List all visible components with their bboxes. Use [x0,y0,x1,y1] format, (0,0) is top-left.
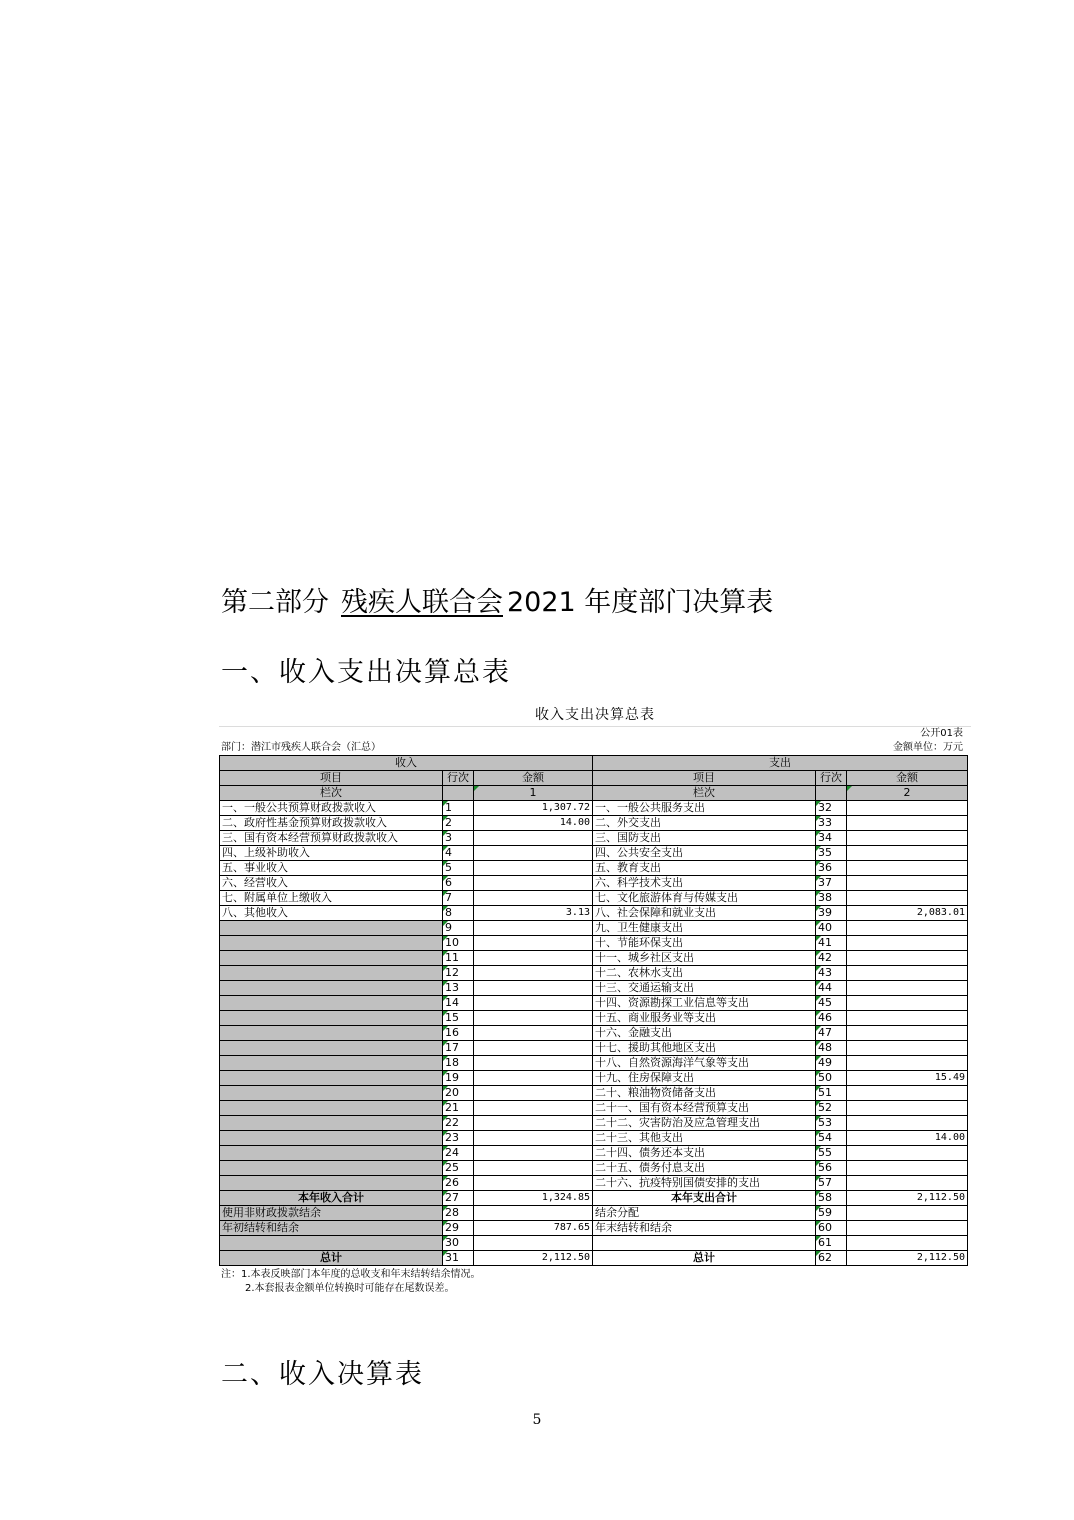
note-2: 2.本套报表金额单位转换时可能存在尾数误差。 [245,1283,455,1294]
table-row [220,921,968,936]
expense-item: 十一、城乡社区支出 [593,951,816,966]
expense-amount [847,966,968,981]
section-title-1: 一、收入支出决算总表 [221,657,511,688]
expense-row-number: 49 [816,1056,847,1071]
expense-row-number: 45 [816,996,847,1011]
table-row [220,1026,968,1041]
income-row-number: 12 [443,966,474,981]
expense-amount [847,1116,968,1131]
expense-item: 二十一、国有资本经营预算支出 [593,1101,816,1116]
income-amount [474,1176,593,1191]
expense-amount [847,831,968,846]
table-row [220,846,968,861]
income-item [220,1026,443,1041]
income-index-number: 1 [474,786,593,801]
income-item: 二、政府性基金预算财政拨款收入 [220,816,443,831]
expense-row-number: 50 [816,1071,847,1086]
expense-row-number: 62 [816,1251,847,1266]
meta-row-dept [219,741,971,755]
expense-row-number: 44 [816,981,847,996]
table-row [220,1056,968,1071]
expense-amount [847,1176,968,1191]
income-item: 三、国有资本经营预算财政拨款收入 [220,831,443,846]
income-item [220,981,443,996]
expense-row-number: 53 [816,1116,847,1131]
income-row-number: 29 [443,1221,474,1236]
income-amount [474,1026,593,1041]
income-amount [474,846,593,861]
income-item [220,1086,443,1101]
expense-row-number: 35 [816,846,847,861]
expense-amount [847,1101,968,1116]
expense-amount [847,1056,968,1071]
expense-row-number: 40 [816,921,847,936]
expense-amount [847,846,968,861]
header-row-index [220,786,968,801]
expense-row-number: 43 [816,966,847,981]
expense-item: 六、科学技术支出 [593,876,816,891]
expense-item [593,1236,816,1251]
income-item: 使用非财政拨款结余 [220,1206,443,1221]
income-amount: 14.00 [474,816,593,831]
expense-row-number: 51 [816,1086,847,1101]
income-item [220,921,443,936]
table-row [220,996,968,1011]
expense-row-number: 37 [816,876,847,891]
expense-amount [847,891,968,906]
unit-label: 金额单位：万元 [893,742,963,753]
table-row [220,831,968,846]
expense-amount [847,996,968,1011]
income-item [220,1161,443,1176]
page-number: 5 [532,1412,542,1428]
expense-item: 十八、自然资源海洋气象等支出 [593,1056,816,1071]
income-row-number: 8 [443,906,474,921]
income-item: 一、一般公共预算财政拨款收入 [220,801,443,816]
income-item [220,1041,443,1056]
income-amount: 3.13 [474,906,593,921]
expense-row-number: 61 [816,1236,847,1251]
expense-row-number: 32 [816,801,847,816]
table-row [220,1116,968,1131]
expense-row-number: 41 [816,936,847,951]
expense-amount: 2,112.50 [847,1251,968,1266]
income-item [220,1056,443,1071]
income-item [220,1131,443,1146]
income-item [220,1116,443,1131]
income-item: 本年收入合计 [220,1191,443,1206]
table-row [220,801,968,816]
income-amount: 1,307.72 [474,801,593,816]
table-row [220,876,968,891]
income-row-number: 18 [443,1056,474,1071]
expense-amount [847,876,968,891]
income-row-number: 5 [443,861,474,876]
expense-item: 十七、援助其他地区支出 [593,1041,816,1056]
income-item [220,1011,443,1026]
income-amount [474,1161,593,1176]
expense-amount [847,936,968,951]
expense-item: 三、国防支出 [593,831,816,846]
income-row-number: 20 [443,1086,474,1101]
income-row-number: 15 [443,1011,474,1026]
expense-item: 二十五、债务付息支出 [593,1161,816,1176]
table-row [220,1011,968,1026]
expense-amount [847,816,968,831]
income-row-number: 28 [443,1206,474,1221]
expense-row-number: 56 [816,1161,847,1176]
income-item: 八、其他收入 [220,906,443,921]
table-row [220,816,968,831]
income-amount [474,981,593,996]
expense-amount [847,1206,968,1221]
income-row-header: 行次 [443,771,474,786]
expense-item: 二十三、其他支出 [593,1131,816,1146]
income-row-number: 1 [443,801,474,816]
expense-item: 九、卫生健康支出 [593,921,816,936]
income-item [220,936,443,951]
grand-total-row [220,1251,968,1266]
income-item [220,951,443,966]
note-1: 注：1.本表反映部门本年度的总收支和年末结转结余情况。 [221,1269,481,1280]
expense-item-header: 项目 [593,771,816,786]
income-item: 七、附属单位上缴收入 [220,891,443,906]
expense-row-number: 34 [816,831,847,846]
expense-row-number: 57 [816,1176,847,1191]
income-item: 年初结转和结余 [220,1221,443,1236]
expense-amount [847,951,968,966]
income-item: 五、事业收入 [220,861,443,876]
income-item [220,1176,443,1191]
income-amount: 2,112.50 [474,1251,593,1266]
income-row-number: 4 [443,846,474,861]
income-index-blank [443,786,474,801]
expense-item: 七、文化旅游体育与传媒支出 [593,891,816,906]
expense-item: 十四、资源勘探工业信息等支出 [593,996,816,1011]
expense-row-number: 39 [816,906,847,921]
expense-item: 四、公共安全支出 [593,846,816,861]
expense-row-number: 60 [816,1221,847,1236]
income-amount [474,966,593,981]
expense-amount [847,1146,968,1161]
expense-item: 年末结转和结余 [593,1221,816,1236]
expense-item: 二、外交支出 [593,816,816,831]
expense-item: 十、节能环保支出 [593,936,816,951]
income-amount [474,876,593,891]
income-row-number: 13 [443,981,474,996]
expense-index-number: 2 [847,786,968,801]
income-amount [474,996,593,1011]
expense-header: 支出 [593,756,968,771]
expense-item: 十三、交通运输支出 [593,981,816,996]
table-row [220,936,968,951]
expense-item: 本年支出合计 [593,1191,816,1206]
income-row-number: 10 [443,936,474,951]
total-row [220,1191,968,1206]
income-item: 六、经营收入 [220,876,443,891]
income-row-number: 16 [443,1026,474,1041]
table-row [220,891,968,906]
income-amount: 1,324.85 [474,1191,593,1206]
income-row-number: 27 [443,1191,474,1206]
expense-item: 十二、农林水支出 [593,966,816,981]
expense-amount [847,1221,968,1236]
income-amount [474,1071,593,1086]
expense-row-number: 38 [816,891,847,906]
expense-amount: 2,112.50 [847,1191,968,1206]
income-item [220,966,443,981]
income-row-number: 21 [443,1101,474,1116]
expense-item: 一、一般公共服务支出 [593,801,816,816]
income-row-number: 9 [443,921,474,936]
expense-item: 二十四、债务还本支出 [593,1146,816,1161]
income-amount-header: 金额 [474,771,593,786]
income-row-number: 14 [443,996,474,1011]
total-row [220,1221,968,1236]
expense-amount: 15.49 [847,1071,968,1086]
income-amount [474,1101,593,1116]
income-item: 四、上级补助收入 [220,846,443,861]
income-row-number: 19 [443,1071,474,1086]
form-number: 公开01表 [920,728,963,739]
expense-item: 五、教育支出 [593,861,816,876]
part-heading-department: 残疾人联合会 [341,587,503,618]
income-amount [474,1131,593,1146]
expense-item: 十五、商业服务业等支出 [593,1011,816,1026]
income-item [220,1236,443,1251]
table-row [220,906,968,921]
table-row [220,1101,968,1116]
income-row-number: 22 [443,1116,474,1131]
expense-amount [847,801,968,816]
expense-amount [847,921,968,936]
table-row [220,1071,968,1086]
income-header: 收入 [220,756,593,771]
expense-amount-header: 金额 [847,771,968,786]
expense-item: 结余分配 [593,1206,816,1221]
total-row [220,1236,968,1251]
expense-amount [847,1161,968,1176]
expense-item: 二十六、抗疫特别国债安排的支出 [593,1176,816,1191]
expense-amount: 2,083.01 [847,906,968,921]
income-row-number: 31 [443,1251,474,1266]
table-row [220,1131,968,1146]
expense-row-number: 33 [816,816,847,831]
income-item: 总计 [220,1251,443,1266]
income-amount [474,1146,593,1161]
income-amount [474,1056,593,1071]
income-amount [474,951,593,966]
expense-amount [847,1026,968,1041]
income-row-number: 24 [443,1146,474,1161]
income-row-number: 7 [443,891,474,906]
expense-index-label: 栏次 [593,786,816,801]
table-row [220,966,968,981]
expense-row-number: 58 [816,1191,847,1206]
income-row-number: 17 [443,1041,474,1056]
income-amount [474,1086,593,1101]
summary-sheet [219,704,971,1296]
income-item-header: 项目 [220,771,443,786]
income-amount [474,1041,593,1056]
table-row [220,861,968,876]
notes [219,1268,971,1296]
sheet-title: 收入支出决算总表 [219,704,971,727]
section-title-2: 二、收入决算表 [221,1359,424,1390]
expense-row-number: 36 [816,861,847,876]
expense-row-number: 55 [816,1146,847,1161]
expense-amount [847,1236,968,1251]
income-amount: 787.65 [474,1221,593,1236]
part-heading-suffix: 2021 年度部门决算表 [507,587,774,618]
table-row [220,1086,968,1101]
income-row-number: 26 [443,1176,474,1191]
expense-amount [847,1086,968,1101]
expense-item: 总计 [593,1251,816,1266]
income-row-number: 30 [443,1236,474,1251]
expense-row-number: 42 [816,951,847,966]
table-row [220,1176,968,1191]
income-row-number: 11 [443,951,474,966]
department-label: 部门：潜江市残疾人联合会（汇总） [221,742,381,753]
income-amount [474,936,593,951]
meta-row-form [219,727,971,741]
income-amount [474,921,593,936]
income-amount [474,1011,593,1026]
expense-item: 十九、住房保障支出 [593,1071,816,1086]
income-row-number: 25 [443,1161,474,1176]
expense-row-number: 46 [816,1011,847,1026]
expense-item: 八、社会保障和就业支出 [593,906,816,921]
income-item [220,1071,443,1086]
expense-row-number: 54 [816,1131,847,1146]
header-row-columns [220,771,968,786]
income-item [220,1101,443,1116]
income-amount [474,831,593,846]
income-row-number: 6 [443,876,474,891]
expense-amount [847,1011,968,1026]
income-amount [474,861,593,876]
expense-amount [847,861,968,876]
income-row-number: 2 [443,816,474,831]
expense-amount [847,1041,968,1056]
expense-amount: 14.00 [847,1131,968,1146]
expense-amount [847,981,968,996]
table-row [220,1161,968,1176]
expense-index-blank [816,786,847,801]
expense-item: 二十、粮油物资储备支出 [593,1086,816,1101]
income-row-number: 3 [443,831,474,846]
expense-row-number: 52 [816,1101,847,1116]
expense-row-header: 行次 [816,771,847,786]
income-amount [474,891,593,906]
table-row [220,981,968,996]
income-row-number: 23 [443,1131,474,1146]
table-row [220,951,968,966]
part-heading [221,580,773,619]
expense-item: 二十二、灾害防治及应急管理支出 [593,1116,816,1131]
expense-row-number: 48 [816,1041,847,1056]
part-heading-prefix: 第二部分 [221,587,329,618]
expense-row-number: 59 [816,1206,847,1221]
summary-table [219,755,968,1266]
income-index-label: 栏次 [220,786,443,801]
income-item [220,1146,443,1161]
income-amount [474,1116,593,1131]
income-amount [474,1206,593,1221]
income-item [220,996,443,1011]
expense-row-number: 47 [816,1026,847,1041]
table-row [220,1041,968,1056]
total-row [220,1206,968,1221]
expense-item: 十六、金融支出 [593,1026,816,1041]
table-row [220,1146,968,1161]
header-row-sections [220,756,968,771]
income-amount [474,1236,593,1251]
